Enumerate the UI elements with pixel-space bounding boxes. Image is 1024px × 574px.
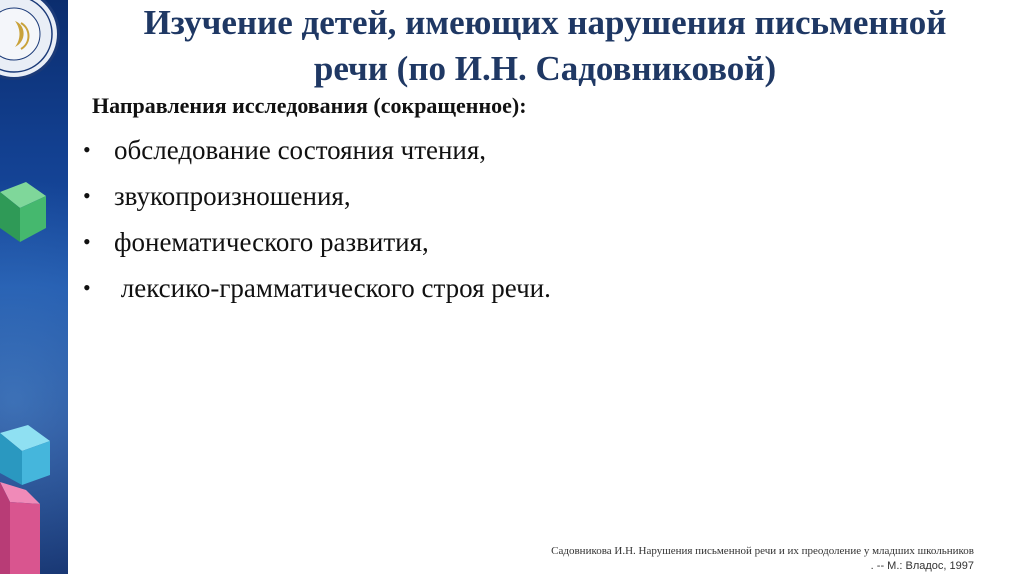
university-logo xyxy=(0,0,60,80)
section-subheading: Направления исследования (сокращенное): xyxy=(92,93,527,118)
list-item-text: звукопроизношения, xyxy=(114,181,351,211)
green-cube-icon xyxy=(0,182,46,242)
bullet-icon: • xyxy=(83,229,91,254)
cyan-cube-icon xyxy=(0,425,60,485)
bibliographic-reference xyxy=(551,544,974,574)
logo-emblem xyxy=(0,0,57,77)
bullet-icon: • xyxy=(83,183,91,208)
list-item-text: обследование состояния чтения, xyxy=(114,135,487,165)
list-item-text: лексико-грамматического строя речи. xyxy=(114,273,551,303)
bullet-icon: • xyxy=(83,137,91,162)
slide-title xyxy=(80,0,1010,92)
decorative-sidebar xyxy=(0,0,68,574)
pink-cube-icon xyxy=(0,482,40,574)
bullet-icon: • xyxy=(83,275,91,300)
title-line-1: Изучение детей, имеющих нарушения письменной xyxy=(143,3,947,42)
title-line-2: речи (по И.Н. Садовниковой) xyxy=(313,49,777,88)
reference-line-1: Садовникова И.Н. Нарушения письменной речи и их преодоление у младших школьников xyxy=(551,545,974,557)
list-item-text: фонематического развития, xyxy=(114,227,429,257)
reference-line-2: . -- М.: Владос, 1997 xyxy=(870,560,974,572)
